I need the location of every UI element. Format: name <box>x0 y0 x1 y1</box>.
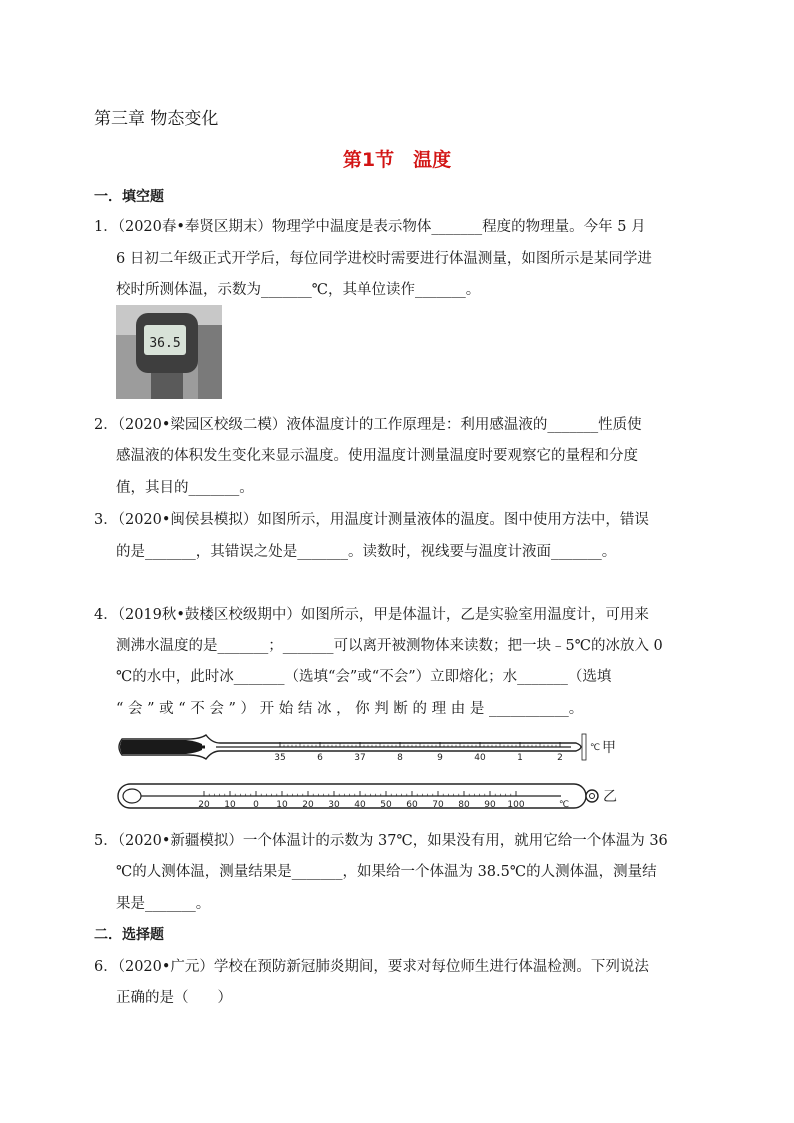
clinical-thermometer <box>116 730 616 764</box>
tick-label: 40 <box>354 800 366 810</box>
chapter-heading: 第三章 物态变化 <box>94 109 219 129</box>
tick-label: 8 <box>397 753 403 763</box>
q2-line3: 值，其目的_______。 <box>116 480 254 496</box>
tick-label: 35 <box>274 753 286 763</box>
tick-label: 50 <box>380 800 392 810</box>
tick-label: 60 <box>406 800 418 810</box>
lab-label: 乙 <box>603 789 617 805</box>
tick-label: 2 <box>557 753 563 763</box>
tick-label: 40 <box>474 753 486 763</box>
tick-label: 6 <box>317 753 323 763</box>
q3-line1: 3．（2020•闽侯县模拟）如图所示，用温度计测量液体的温度。图中使用方法中，错误 <box>94 512 649 528</box>
tick-label: 20 <box>198 800 210 810</box>
q3-line2: 的是_______，其错误之处是_______。读数时，视线要与温度计液面_______。 <box>116 544 617 560</box>
q4-line4: “ 会 ” 或 “ 不 会 ” ） 开 始 结 冰 ， 你 判 断 的 理 由 是 ___________。 <box>116 701 584 717</box>
clinical-label: 甲 <box>602 740 616 756</box>
q2-line1: 2．（2020•梁园区校级二模）液体温度计的工作原理是：利用感温液的_______性质使 <box>94 417 642 433</box>
section-multiple-choice: 二．选择题 <box>94 927 164 943</box>
q5-line3: 果是_______。 <box>116 896 211 912</box>
tick-label: 100 <box>507 800 525 810</box>
q1-line1: 1．（2020春•奉贤区期末）物理学中温度是表示物体_______程度的物理量。今年 5 月 <box>94 219 646 235</box>
q6-line1: 6．（2020•广元）学校在预防新冠肺炎期间，要求对每位师生进行体温检测。下列说法 <box>94 959 649 975</box>
lab-unit: ℃ <box>559 800 570 810</box>
tick-label: 0 <box>253 800 259 810</box>
tick-label: 9 <box>437 753 443 763</box>
tick-label: 20 <box>302 800 314 810</box>
q1-line2: 6 日初二年级正式开学后，每位同学进校时需要进行体温测量，如图所示是某同学进 <box>116 251 652 267</box>
q1-line3: 校时所测体温，示数为_______℃，其单位读作_______。 <box>116 282 481 298</box>
tick-label: 80 <box>458 800 470 810</box>
q4-line1: 4．（2019秋•鼓楼区校级期中）如图所示，甲是体温计，乙是实验室用温度计，可用来 <box>94 607 649 623</box>
tick-label: 37 <box>354 753 366 763</box>
section-title: 第1节 温度 <box>342 149 452 171</box>
section-fill-blank: 一．填空题 <box>94 189 164 205</box>
q2-line2: 感温液的体积发生变化来显示温度。使用温度计测量温度时要观察它的量程和分度 <box>116 448 638 464</box>
thermometer-gun-photo <box>116 305 222 399</box>
tick-label: 10 <box>224 800 236 810</box>
q4-line3: ℃的水中，此时冰_______（选填“会”或“不会”）立即熔化；水_______（选填 <box>116 669 612 685</box>
q5-line1: 5．（2020•新疆模拟）一个体温计的示数为 37℃，如果没有用，就用它给一个体温为 36 <box>94 833 668 849</box>
tick-label: 1 <box>517 753 523 763</box>
tick-label: 10 <box>276 800 288 810</box>
q6-line2: 正确的是（ ） <box>116 990 232 1006</box>
tick-label: 70 <box>432 800 444 810</box>
thermometer-reading: 36.5 <box>149 336 181 351</box>
q5-line2: ℃的人测体温，测量结果是_______，如果给一个体温为 38.5℃的人测体温，测量结 <box>116 864 657 880</box>
lab-thermometer <box>116 780 636 814</box>
tick-label: 90 <box>484 800 496 810</box>
clinical-unit: ℃ <box>590 743 601 753</box>
q4-line2: 测沸水温度的是_______；_______可以离开被测物体来读数；把一块﹣5℃的冰放入 0 <box>116 638 663 654</box>
tick-label: 30 <box>328 800 340 810</box>
